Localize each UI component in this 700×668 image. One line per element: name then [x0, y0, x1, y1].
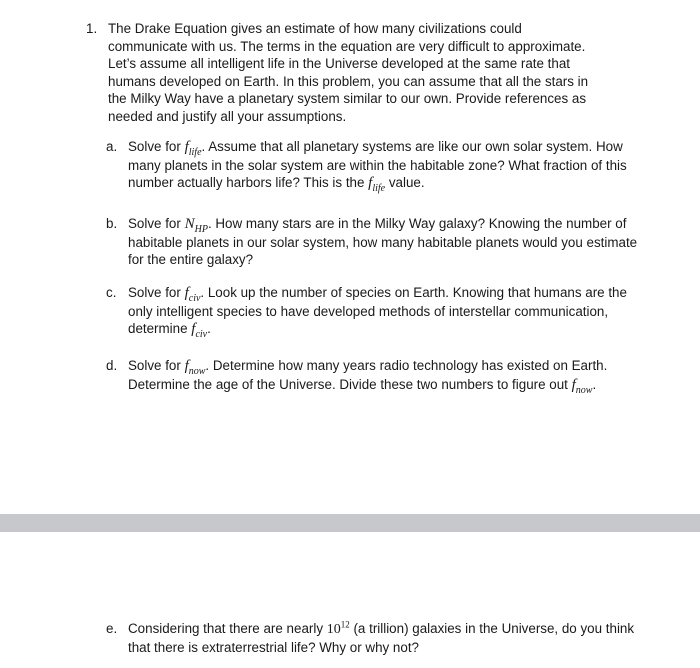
part-e-letter: e.	[106, 621, 118, 636]
part-b	[106, 215, 646, 269]
part-e	[106, 620, 646, 656]
part-c	[106, 284, 646, 339]
part-d-letter: d.	[106, 358, 118, 373]
part-d-text: Solve for $f_{now}$. Determine how many years radio technology has existed on Earth. Determine the age of the Universe. Divide these two numbers to figure out $f_{now}$.	[128, 358, 608, 396]
f-now-variable: $f_{now}$	[184, 358, 206, 377]
part-a	[106, 138, 646, 193]
part-a-text: Solve for $f_{life}$. Assume that all planetary systems are like our own solar system. How many planets in the solar system are within the habitable zone? What fraction of this number actually harbors life? This is the $f_{life}$ value.	[128, 139, 627, 195]
part-c-text: Solve for $f_{civ}$. Look up the number of species on Earth. Knowing that humans are the only intelligent species to have developed methods of interstellar communication, determine $f_{civ}$.	[128, 285, 627, 341]
part-a-letter: a.	[106, 139, 118, 154]
question-text: The Drake Equation gives an estimate of how many civilizations could communicate with us. The terms in the equation are very difficult to approximate. Let’s assume all intelligent life in the Universe developed at the same rate that humans developed on Earth. In this problem, you can assume that all the stars in the Milky Way have a planetary system similar to our own. Provide references as needed and justify all your assumptions.	[108, 21, 589, 124]
question-number: 1.	[86, 21, 98, 36]
part-c-letter: c.	[106, 285, 117, 300]
f-civ-variable: $f_{civ}$	[184, 285, 201, 304]
n-hp-variable: $N_{HP}$	[184, 216, 208, 235]
part-d	[106, 357, 646, 394]
part-b-text: Solve for $N_{HP}$. How many stars are in the Milky Way galaxy? Knowing the number of habitable planets in our solar system, how many habitable planets would you estimate for the entire galaxy?	[128, 216, 638, 268]
f-civ-variable: $f_{civ}$	[191, 321, 208, 341]
question-1	[86, 20, 646, 126]
f-life-variable: $f_{life}$	[184, 139, 202, 158]
f-now-variable: $f_{now}$	[571, 376, 593, 396]
ten-to-twelve: $10^{12}$	[326, 619, 350, 637]
section-divider	[0, 514, 700, 532]
part-e-text: Considering that there are nearly $10^{12}$ (a trillion) galaxies in the Universe, do you think that there is extraterrestrial life? Why or why not?	[128, 619, 635, 655]
f-life-variable: $f_{life}$	[368, 175, 386, 195]
part-b-letter: b.	[106, 216, 118, 231]
